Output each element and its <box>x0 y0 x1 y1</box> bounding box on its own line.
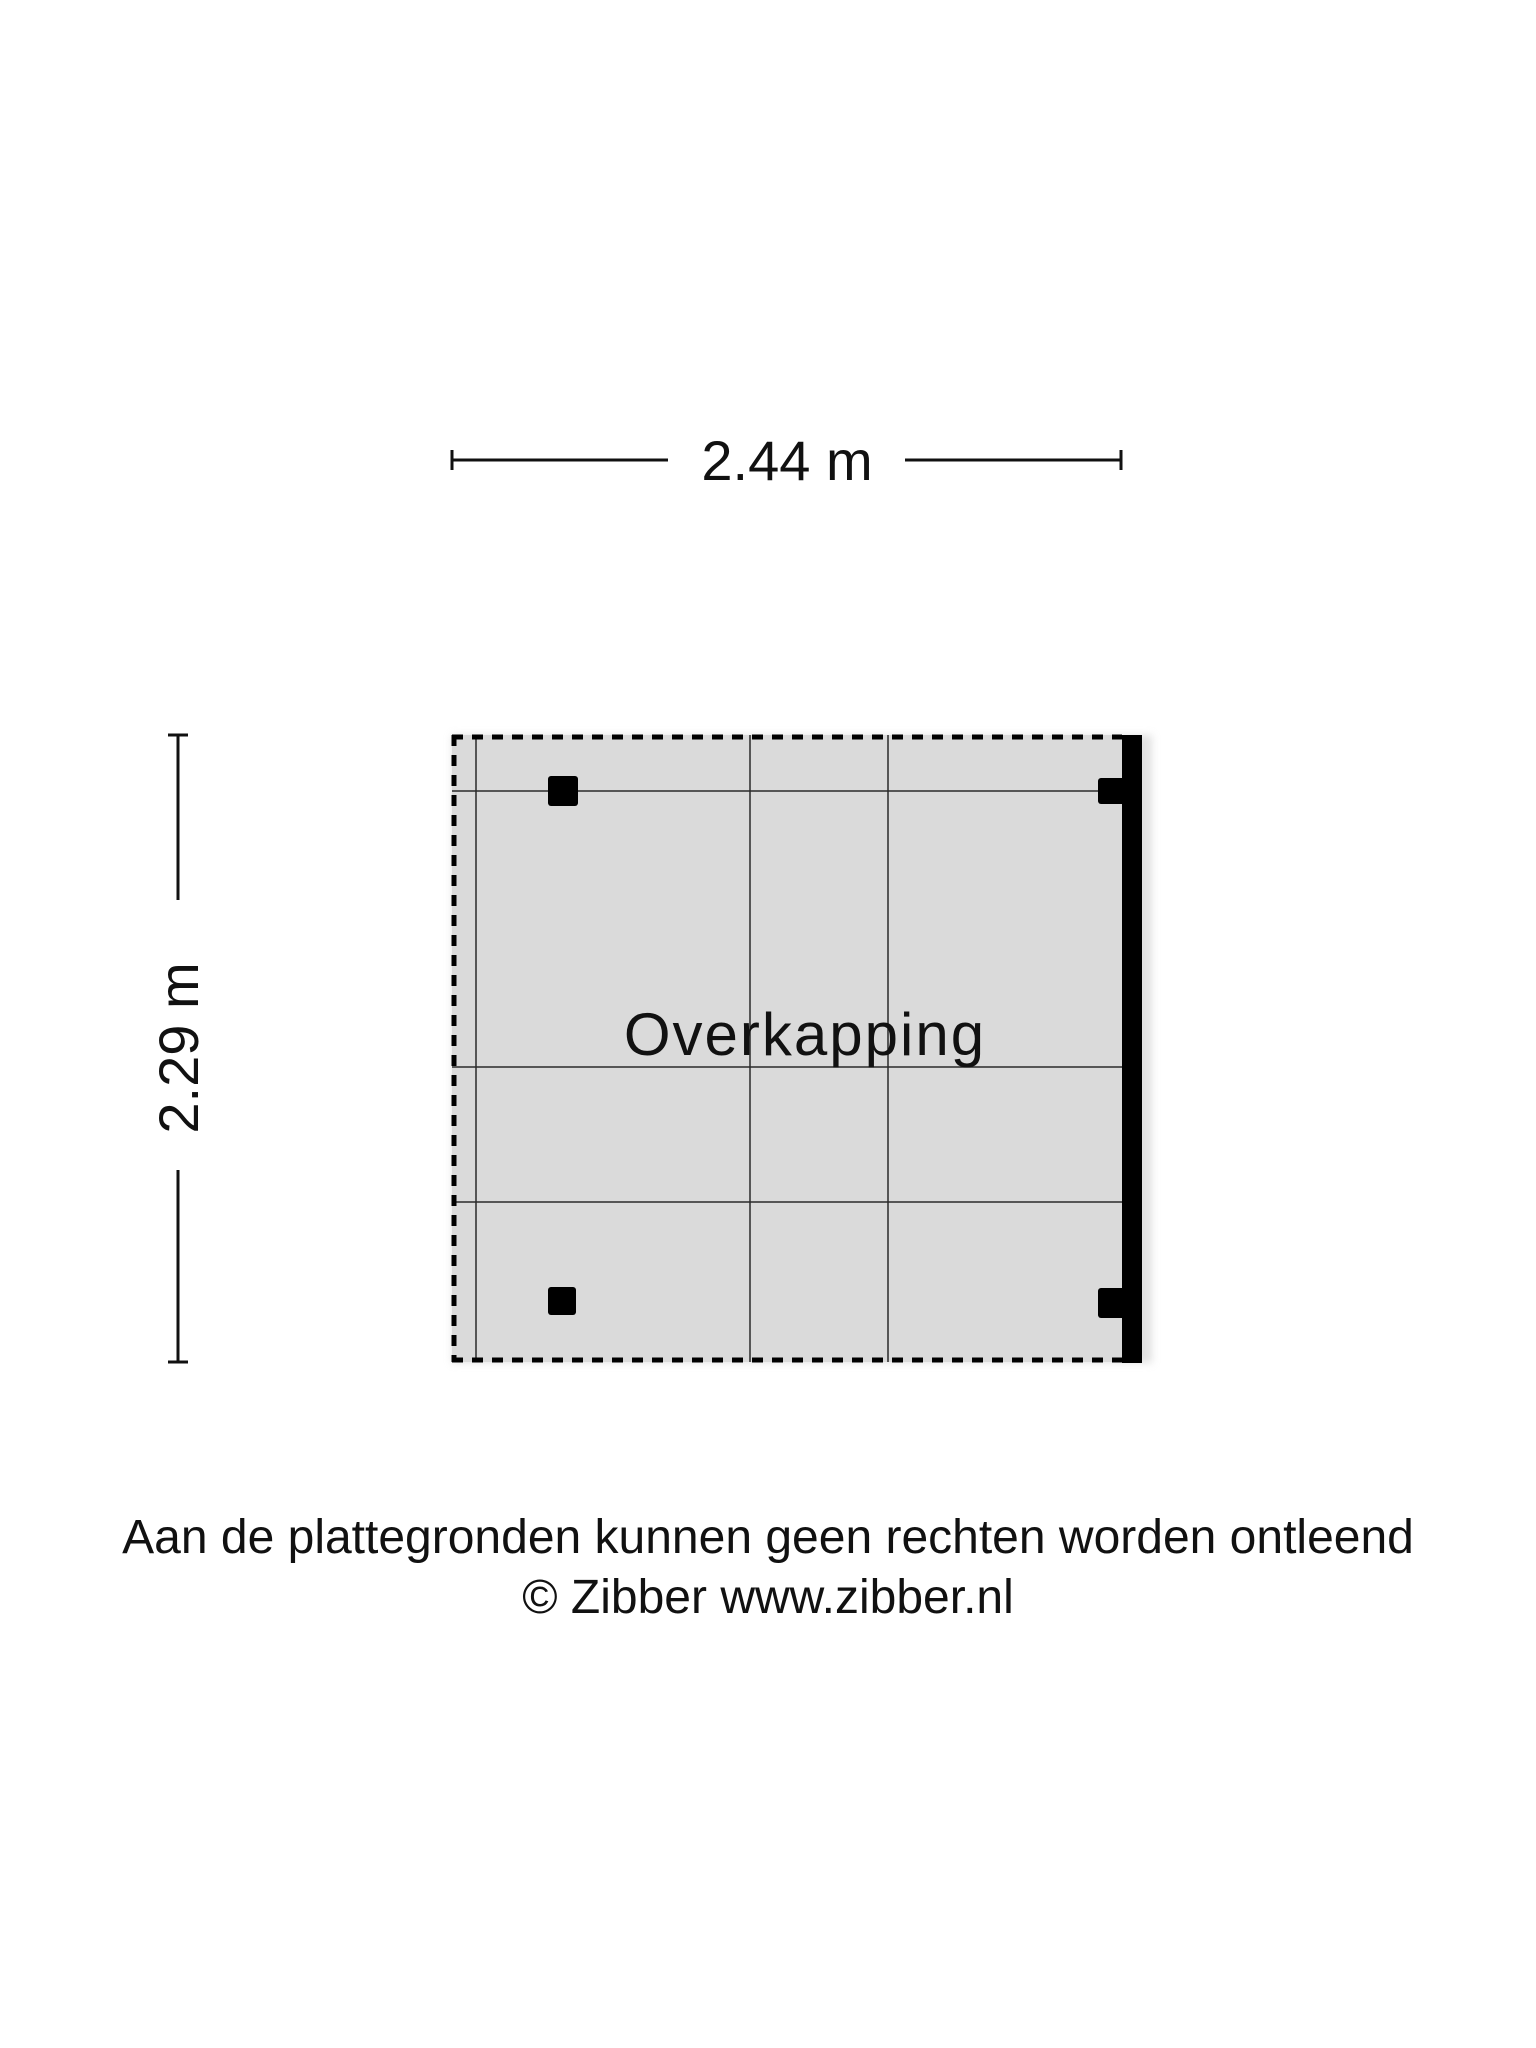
post-top-left <box>548 776 578 806</box>
wall-right <box>1122 735 1142 1363</box>
post-bottom-left <box>548 1287 576 1315</box>
copyright-text: © Zibber www.zibber.nl <box>522 1571 1014 1624</box>
overkapping-room <box>452 735 1152 1363</box>
width-dimension <box>452 429 1121 492</box>
depth-dimension <box>147 735 210 1362</box>
post-bottom-right <box>1098 1288 1128 1318</box>
width-dimension-label: 2.44 m <box>701 429 873 492</box>
depth-dimension-label: 2.29 m <box>147 962 210 1134</box>
disclaimer-text: Aan de plattegronden kunnen geen rechten worden ontleend <box>122 1511 1414 1564</box>
room-label: Overkapping <box>623 1001 987 1068</box>
post-top-right <box>1098 778 1128 804</box>
